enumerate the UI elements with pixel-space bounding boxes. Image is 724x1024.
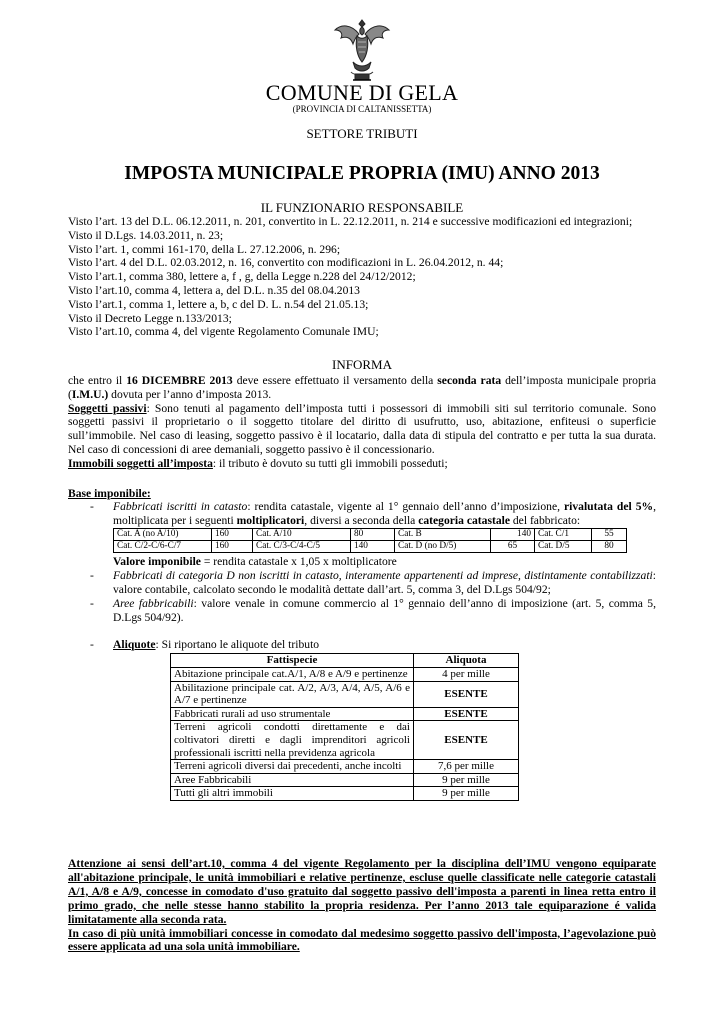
fattispecie-cell: Abilitazione principale cat. A/2, A/3, A/4, A/5, A/6 e A/7 e pertinenze [171,681,414,707]
visto-item: Visto l’art.1, comma 380, lettere a, f , g, della Legge n.228 del 24/12/2012; [68,270,416,284]
aliquote-label: Aliquote [113,638,156,651]
table-cell: 140 [491,529,535,541]
table-cell: 80 [351,529,395,541]
table-cell: 80 [592,541,627,553]
text-run: Fabbricati di categoria D non iscritti in catasto, interamente appartenenti ad imprese, distintamente contabilizzati [113,569,653,582]
table-row [171,787,519,801]
soggetti-passivi-text: : Sono tenuti al pagamento dell’imposta tutti i possessori di immobili siti sul territorio comunale. Sono soggetti passivi il proprietario o il soggetto titolare del diritto di usufrutto, uso, abitazione, enfiteusi o superficie sull’immobile. Nel caso di leasing, soggetto passivo è il locatario, dalla data di stipula del contratto e per tutta la sua durata. Nel caso di concessioni di aree demaniali, soggetto passivo è il concessionario. [68,401,656,456]
comune-title: COMUNE DI GELA [265,80,459,105]
text-run: categoria catastale [418,513,510,527]
table-cell: Cat. B [395,529,491,541]
provincia-subtitle: (PROVINCIA DI CALTANISSETTA) [292,104,432,114]
visto-item: Visto il D.Lgs. 14.03.2011, n. 23; [68,228,224,242]
immobili-label: Immobili soggetti all’imposta [68,456,213,470]
text-run: moltiplicatori [236,513,305,527]
table-row [171,721,519,760]
valore-imponibile-formula: = rendita catastale x 1,05 x moltiplicatore [200,555,397,568]
base-imponibile-heading: Base imponibile: [68,487,151,500]
scadenza-date: 16 DICEMBRE 2013 [126,374,233,387]
fattispecie-cell: Fabbricati rurali ad uso strumentale [171,707,414,721]
aliquote-intro: : Si riportano le aliquote del tributo [155,638,320,651]
fattispecie-cell: Terreni agricoli diversi dai precedenti, anche incolti [171,760,414,774]
table-cell: 65 [491,541,535,553]
immobili-paragraph [68,457,656,471]
aliquota-cell: 9 per mille [414,773,519,787]
text-run: che entro il [68,374,127,387]
settore-heading: SETTORE TRIBUTI [306,126,418,141]
attenzione-paragraph: Attenzione ai sensi dell’art.10, comma 4 del vigente Regolamento per la disciplina dell’IMU vengono equiparate all'abitazione principale, le unità immobiliari e relative pertinenze, escluse quelle classificate nelle categorie catastali A/1, A/8 e A/9, concesse in comodato d'uso gratuito dal soggetto passivo dell'imposta a parenti in linea retta entro il primo grado, che nelle stesse hanno stabilito la propria residenza. Per l’anno 2013 tale equiparazione é valida limitatamente alla seconda rata. [68,857,656,926]
soggetti-passivi-label: Soggetti passivi [68,401,147,415]
visto-item: Visto il Decreto Legge n.133/2013; [68,311,232,325]
text-run: : valore venale in comune commercio al 1° gennaio dell’anno di imposizione (art. 5, comma 5, D.Lgs 504/92). [113,597,656,624]
bullet-dash: - [90,597,94,610]
base-aree-fabbricabili [113,597,656,625]
table-cell: Cat. C/2-C/6-C/7 [114,541,212,553]
table-cell: Cat. D/5 [535,541,592,553]
bullet-dash: - [90,569,94,582]
table-row [114,541,627,553]
base-fabbricati-catasto [113,500,656,528]
column-header: Aliquota [414,654,519,668]
bullet-dash: - [90,638,94,651]
text-run: dovuta per l’anno d’imposta 2013. [108,387,272,401]
table-cell: 55 [592,529,627,541]
fattispecie-cell: Tutti gli altri immobili [171,787,414,801]
text-run: rivalutata del 5% [563,500,654,513]
table-cell: Cat. C/3-C/4-C/5 [253,541,351,553]
text-run: deve essere effettuato il versamento della [232,374,438,387]
table-cell: Cat. C/1 [535,529,592,541]
table-cell: 160 [212,529,253,541]
funzionario-heading: IL FUNZIONARIO RESPONSABILE [260,200,464,215]
text-run: : rendita catastale, vigente al 1° gennaio dell’anno d’imposizione, [247,500,564,513]
text-run: Fabbricati iscritti in catasto [113,500,248,513]
visto-item: Visto l’art. 4 del D.L. 02.03.2012, n. 16, convertito con modificazioni in L. 26.04.2012, n. 44; [68,256,504,270]
table-cell: Cat. D (no D/5) [395,541,491,553]
valore-imponibile-line [113,555,397,569]
document-title: IMPOSTA MUNICIPALE PROPRIA (IMU) ANNO 2013 [124,163,600,184]
attenzione-notice [68,857,656,954]
informa-heading: INFORMA [332,357,392,372]
visto-item: Visto l’art.10, comma 4, lettera a, del D.L. n.35 del 08.04.2013 [68,283,360,297]
scadenza-paragraph [68,374,656,402]
table-header-row [171,654,519,668]
table-row [171,681,519,707]
moltiplicatori-table [113,528,627,553]
visto-list [68,215,656,339]
table-row [171,760,519,774]
text-run: dell’imposta municipale propria ( [68,374,656,401]
aliquote-line [113,638,319,652]
aliquota-cell: ESENTE [414,707,519,721]
table-cell: 140 [351,541,395,553]
comodato-paragraph: In caso di più unità immobiliari concesse in comodato dal medesimo soggetto passivo dell'imposta, l’agevolazione può essere applicata ad una sola unità immobiliare. [68,926,656,954]
text-run: Aree fabbricabili [113,597,194,610]
aliquota-cell: ESENTE [414,721,519,760]
table-row [171,707,519,721]
aliquota-cell: ESENTE [414,681,519,707]
fattispecie-cell: Terreni agricoli condotti direttamente e dai coltivatori diretti e dagli imprenditori agricoli professionali iscritti nella previdenza agricola [171,721,414,760]
eagle-crest-icon [331,14,393,84]
visto-item: Visto l’art. 13 del D.L. 06.12.2011, n. 201, convertito in L. 22.12.2011, n. 214 e successive modificazioni ed integrazioni; [68,215,633,228]
soggetti-paragraph [68,402,656,457]
aliquote-table [170,653,519,801]
fattispecie-cell: Aree Fabbricabili [171,773,414,787]
text-run: , diversi a seconda della [304,513,419,527]
text-run: : valore contabile, calcolato secondo le modalità dettate dall’art. 5, comma 3, del D.Lgs 504/92; [113,569,656,596]
visto-item: Visto l’art.1, comma 1, lettere a, b, c del D. L. n.54 del 21.05.13; [68,297,369,311]
column-header: Fattispecie [171,654,414,668]
table-row [114,529,627,541]
base-fabbricati-d [113,569,656,597]
immobili-text: : il tributo è dovuto su tutti gli immobili posseduti; [212,456,448,470]
table-row [171,773,519,787]
table-cell: Cat. A (no A/10) [114,529,212,541]
aliquota-cell: 7,6 per mille [414,760,519,774]
table-cell: 160 [212,541,253,553]
text-run: del fabbricato: [509,513,581,527]
valore-imponibile-label: Valore imponibile [113,555,201,568]
fattispecie-cell: Abitazione principale cat.A/1, A/8 e A/9 e pertinenze [171,668,414,682]
imu-abbr: I.M.U.) [71,387,109,401]
aliquota-cell: 4 per mille [414,668,519,682]
aliquota-cell: 9 per mille [414,787,519,801]
table-row [171,668,519,682]
text-run: , moltiplicata per i seguenti [113,500,656,527]
seconda-rata-label: seconda rata [437,374,502,387]
visto-item: Visto l’art. 1, commi 161-170, della L. 27.12.2006, n. 296; [68,242,341,256]
table-cell: Cat. A/10 [253,529,351,541]
visto-item: Visto l’art.10, comma 4, del vigente Regolamento Comunale IMU; [68,325,379,339]
bullet-dash: - [90,500,94,513]
informa-body [68,374,656,471]
